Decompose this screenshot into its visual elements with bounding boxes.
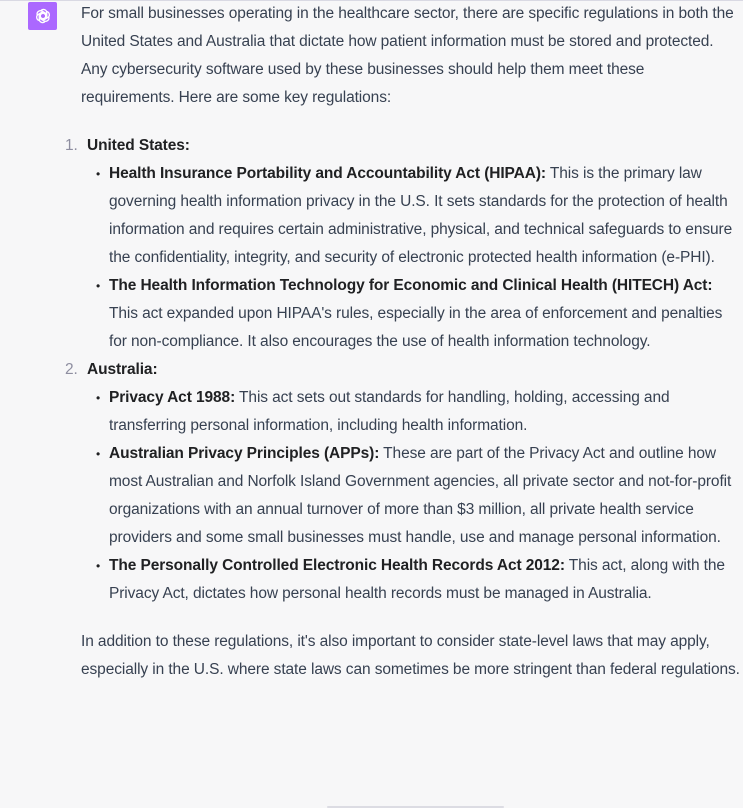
act-item [96, 160, 741, 272]
region-title-text: Australia [87, 361, 153, 378]
act-name: Health Insurance Portability and Accountability Act (HIPAA): [109, 165, 546, 182]
act-name-text: The Personally Controlled Electronic Health Records Act 2012 [109, 557, 560, 574]
acts-list [87, 160, 741, 356]
regions-list [65, 132, 741, 608]
list-number: 2. [65, 361, 78, 378]
bullet-icon: • [96, 391, 101, 405]
bullet-icon: • [96, 559, 101, 573]
act-name-text: Australian Privacy Principles (APPs) [109, 445, 375, 462]
region-title: Australia: [87, 361, 158, 378]
bullet-icon: • [96, 447, 101, 461]
region-title-text: United States [87, 137, 185, 154]
outro-paragraph: In addition to these regulations, it's also important to consider state-level laws that may apply, especially in the U.S. where state laws can sometimes be more stringent than federal regulations. [81, 633, 740, 678]
act-description: These are part of the Privacy Act and outline how most Australian and Norfolk Island Government agencies, all private sector and not-for-profit organizations with an annual turnover of more than $3 million, all private health service providers and some small businesses must handle, use and manage personal information. [109, 445, 732, 546]
act-item [96, 384, 741, 440]
acts-list [87, 384, 741, 608]
act-description: This act, along with the Privacy Act, dictates how personal health records must be managed in Australia. [109, 557, 725, 602]
act-description: This act sets out standards for handling, holding, accessing and transferring personal information, including health information. [109, 389, 670, 434]
act-name-text: Privacy Act 1988 [109, 389, 231, 406]
region-item-australia [65, 356, 741, 608]
act-name-text: The Health Information Technology for Economic and Clinical Health (HITECH) Act [109, 277, 708, 294]
act-name: Privacy Act 1988: [109, 389, 236, 406]
act-item [96, 440, 741, 552]
act-description: This is the primary law governing health information privacy in the U.S. It sets standards for the protection of health information and requires certain administrative, physical, and technical safeguards to ensure the confidentiality, integrity, and security of electronic protected health information (e-PHI). [109, 165, 733, 266]
intro-paragraph: For small businesses operating in the healthcare sector, there are specific regulations in both the United States and Australia that dictate how patient information must be stored and protected. Any cybersecurity software used by these businesses should help them meet these requirements. Here are some key regulations: [81, 5, 734, 106]
act-name: The Personally Controlled Electronic Health Records Act 2012: [109, 557, 565, 574]
bullet-icon: • [96, 167, 101, 181]
act-name-text: Health Insurance Portability and Accountability Act (HIPAA) [109, 165, 541, 182]
act-description: This act expanded upon HIPAA's rules, especially in the area of enforcement and penalties for non-compliance. It also encourages the use of health information technology. [109, 305, 723, 350]
region-title: United States: [87, 137, 190, 154]
openai-logo-icon [33, 6, 53, 26]
assistant-message [65, 0, 741, 684]
act-item [96, 552, 741, 608]
act-name: The Health Information Technology for Economic and Clinical Health (HITECH) Act: [109, 277, 713, 294]
act-item [96, 272, 741, 356]
act-name: Australian Privacy Principles (APPs): [109, 445, 380, 462]
list-number: 1. [65, 137, 78, 154]
assistant-avatar [28, 2, 57, 30]
region-item-united-states [65, 132, 741, 356]
bullet-icon: • [96, 279, 101, 293]
